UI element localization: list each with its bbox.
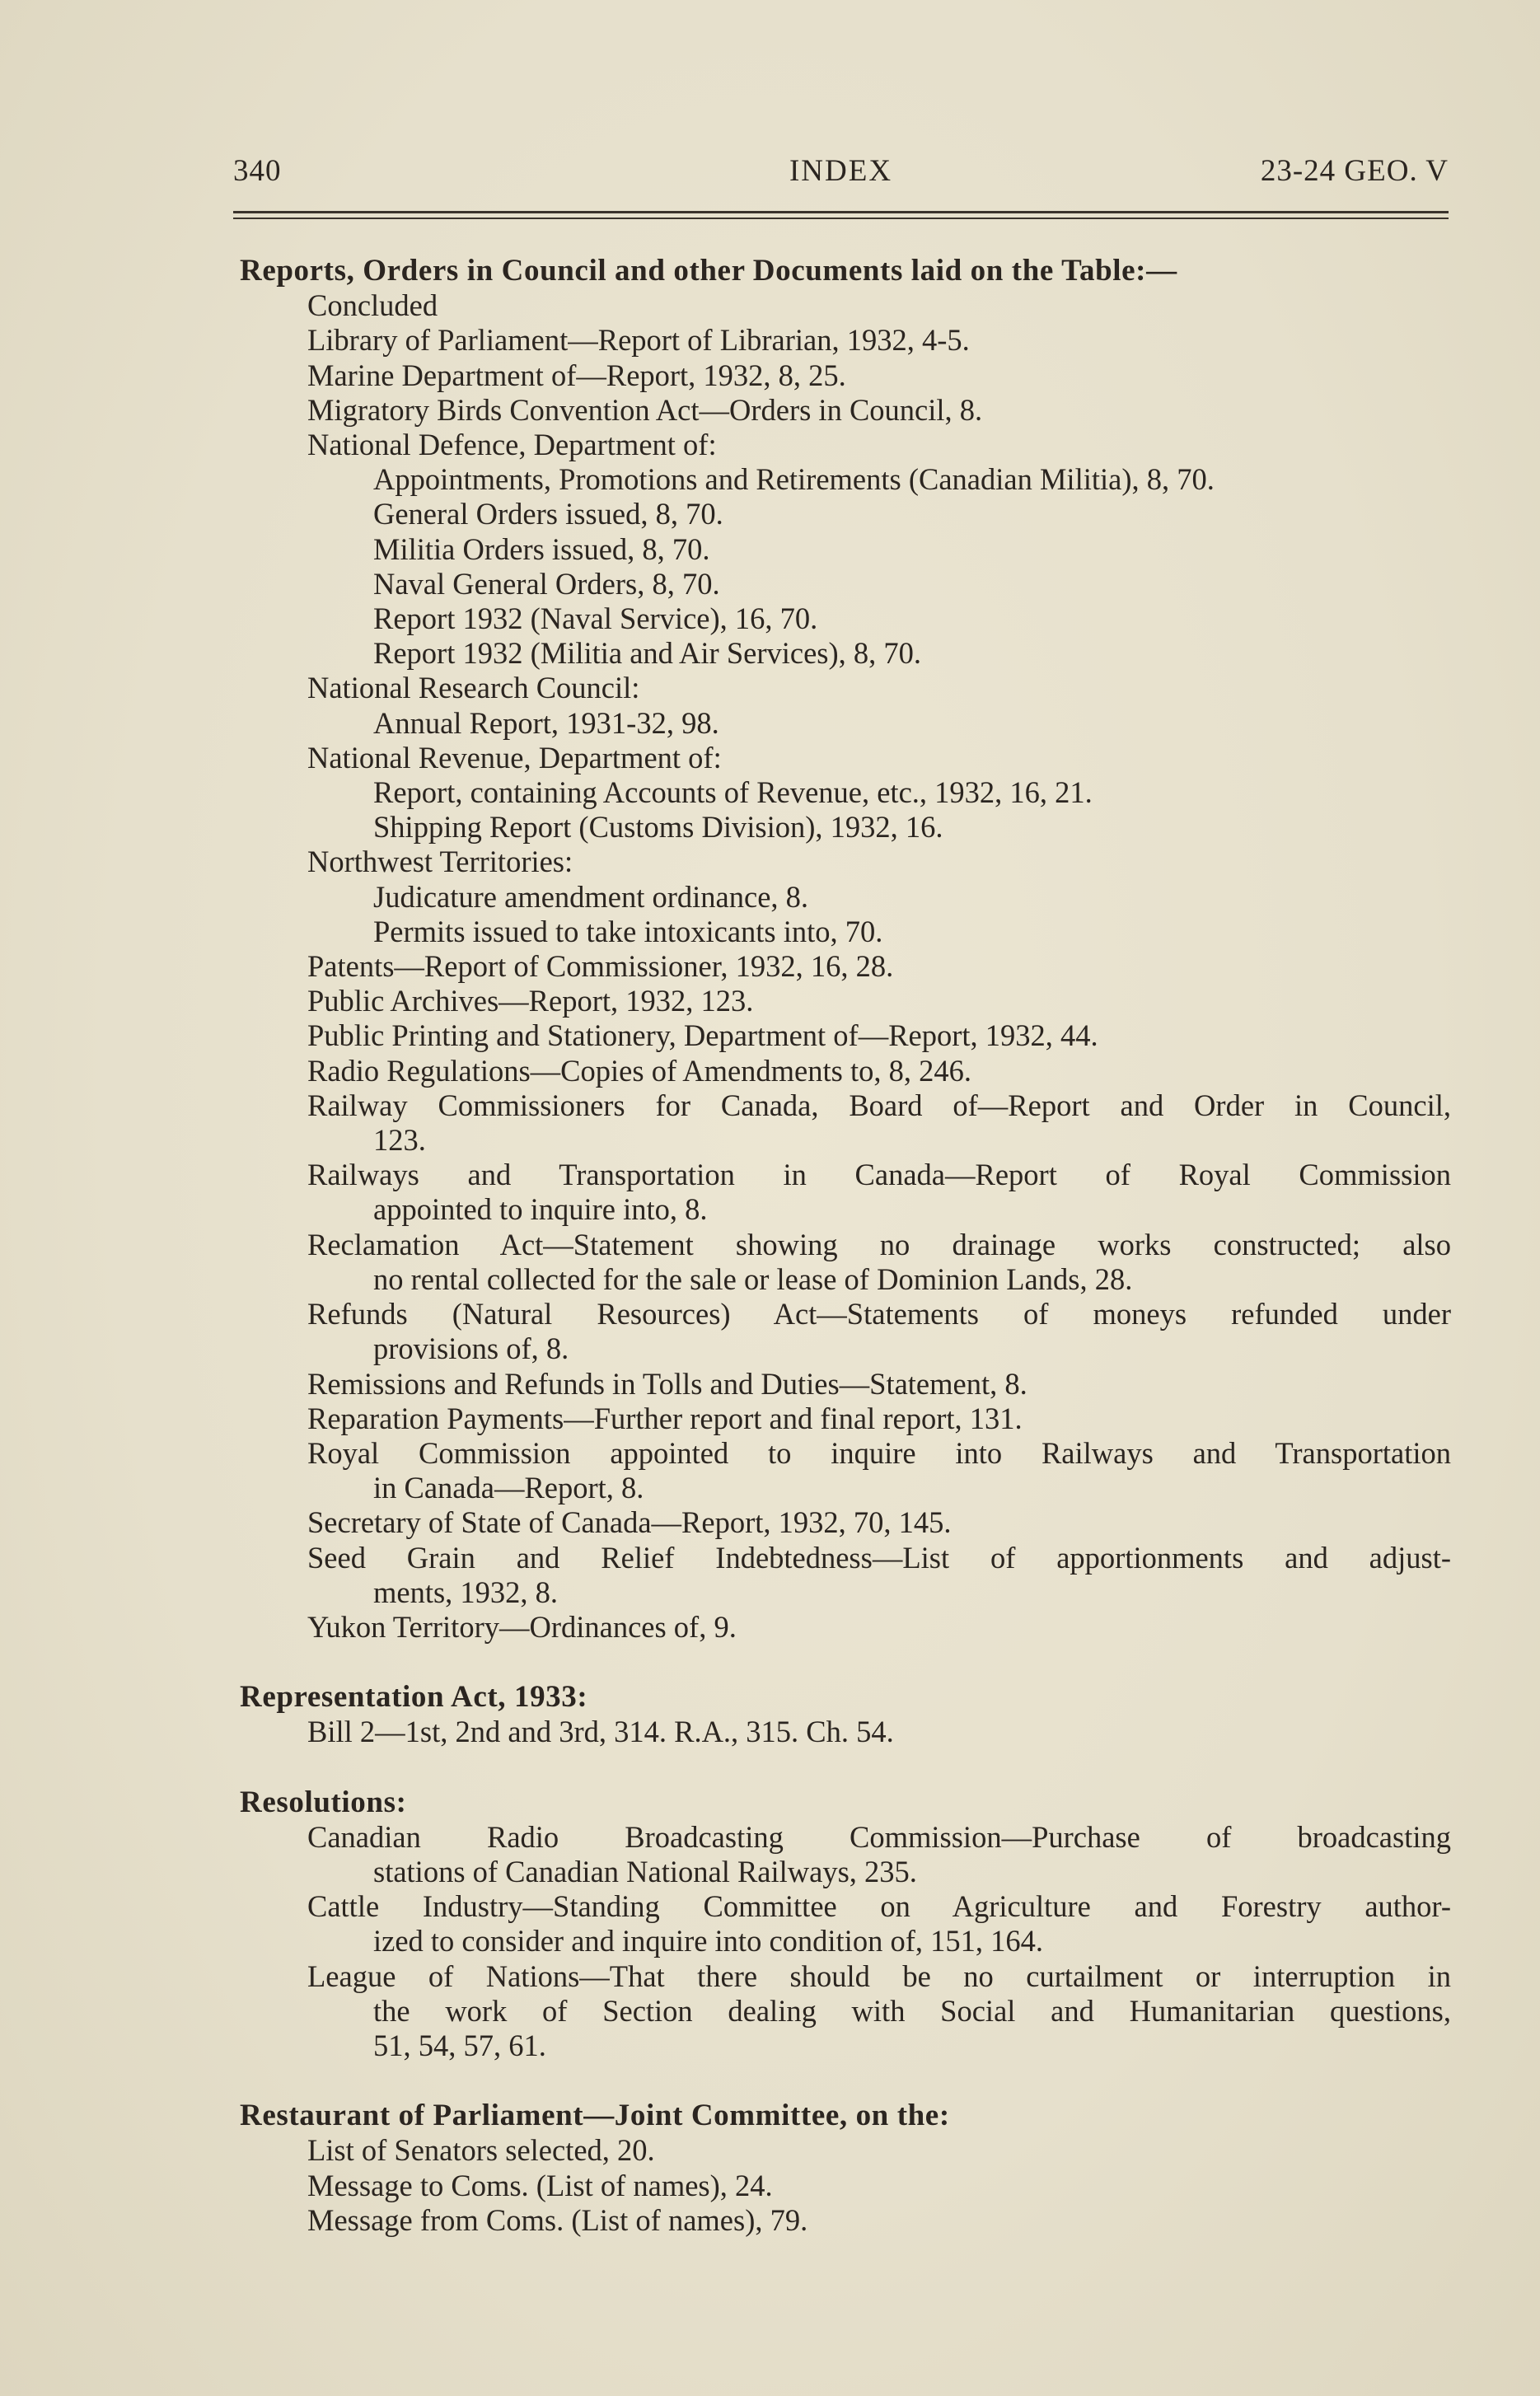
section-heading: Representation Act, 1933: (240, 1680, 588, 1715)
index-section-resolutions (233, 1785, 1451, 2064)
index-entry: Patents—Report of Commissioner, 1932, 16, 28. (307, 949, 894, 984)
index-subentry: Judicature amendment ordinance, 8. (373, 879, 809, 914)
index-entry: National Defence, Department of: (307, 428, 717, 462)
index-entry: Radio Regulations—Copies of Amendments to, 8, 246. (307, 1053, 971, 1088)
index-entry: Railway Commissioners for Canada, Board of—Report and Order in Council, (307, 1088, 1451, 1122)
index-entry: Northwest Territories: (307, 845, 573, 879)
index-entry: Public Archives—Report, 1932, 123. (307, 984, 754, 1018)
index-entry: Migratory Birds Convention Act—Orders in Council, 8. (307, 392, 983, 427)
index-section-reports (233, 254, 1451, 1645)
index-entry: Remissions and Refunds in Tolls and Duties—Statement, 8. (307, 1366, 1027, 1401)
section-spacer (233, 2063, 1451, 2099)
index-entry: Seed Grain and Relief Indebtedness—List of apportionments and adjust- (307, 1540, 1451, 1575)
index-entry-continuation: appointed to inquire into, 8. (373, 1192, 708, 1227)
index-subentry: Report 1932 (Naval Service), 16, 70. (373, 601, 818, 636)
index-entry: Reclamation Act—Statement showing no drainage works constructed; also (307, 1227, 1451, 1261)
index-entry: Marine Department of—Report, 1932, 8, 25. (307, 358, 846, 392)
index-subentry: Permits issued to take intoxicants into, 70. (373, 914, 883, 948)
header-rule-top (233, 211, 1449, 213)
index-subentry: Militia Orders issued, 8, 70. (373, 531, 710, 566)
header-rule-bottom (233, 218, 1449, 219)
index-entry: Railways and Transportation in Canada—Report of Royal Commission (307, 1158, 1451, 1192)
index-subentry: Report 1932 (Militia and Air Services), 8, 70. (373, 636, 922, 671)
index-entry-continuation: no rental collected for the sale or lease of Dominion Lands, 28. (373, 1261, 1133, 1296)
index-entry: Cattle Industry—Standing Committee on Agriculture and Forestry author- (307, 1889, 1451, 1924)
index-entry-continuation: stations of Canadian National Railways, 235. (373, 1854, 917, 1888)
section-spacer (233, 1750, 1451, 1785)
index-entry: Library of Parliament—Report of Librarian, 1932, 4-5. (307, 323, 970, 358)
index-entry-continuation: provisions of, 8. (373, 1331, 569, 1366)
index-subentry: Annual Report, 1931-32, 98. (373, 705, 719, 740)
index-entry: Secretary of State of Canada—Report, 1932, 70, 145. (307, 1505, 952, 1540)
index-entry-continuation: in Canada—Report, 8. (373, 1471, 644, 1505)
index-entry: League of Nations—That there should be no curtailment or interruption in (307, 1958, 1451, 1993)
index-entry-continuation: the work of Section dealing with Social and Humanitarian questions, (373, 1993, 1451, 2028)
index-entry: Message from Coms. (List of names), 79. (307, 2202, 808, 2237)
index-entry: Refunds (Natural Resources) Act—Statements of moneys refunded under (307, 1297, 1451, 1331)
index-subentry: Naval General Orders, 8, 70. (373, 566, 720, 601)
page-title: INDEX (789, 154, 893, 188)
index-subentry: Report, containing Accounts of Revenue, etc., 1932, 16, 21. (373, 775, 1093, 810)
index-entry: Reparation Payments—Further report and final report, 131. (307, 1401, 1023, 1435)
index-entry: National Revenue, Department of: (307, 740, 722, 774)
index-section-representation (233, 1680, 1451, 1749)
index-entry-continuation: 51, 54, 57, 61. (373, 2028, 546, 2062)
index-entry: Message to Coms. (List of names), 24. (307, 2168, 773, 2202)
section-heading: Resolutions: (240, 1785, 407, 1819)
index-entry: Public Printing and Stationery, Department of—Report, 1932, 44. (307, 1018, 1098, 1053)
index-entry: Yukon Territory—Ordinances of, 9. (307, 1609, 737, 1644)
page-number: 340 (233, 154, 282, 188)
index-entry-continuation: ized to consider and inquire into condition of, 151, 164. (373, 1924, 1043, 1958)
running-header (233, 153, 1449, 194)
section-heading: Restaurant of Parliament—Joint Committee, on the: (240, 2099, 950, 2133)
index-entry: National Research Council: (307, 671, 640, 705)
index-entry-continuation: 123. (373, 1123, 426, 1158)
index-subentry: Shipping Report (Customs Division), 1932, 16. (373, 810, 943, 845)
index-entry: Canadian Radio Broadcasting Commission—Purchase of broadcasting (307, 1819, 1451, 1854)
continued-note: Concluded (307, 288, 438, 323)
section-spacer (233, 1645, 1451, 1680)
index-entry-continuation: ments, 1932, 8. (373, 1575, 559, 1609)
section-heading: Reports, Orders in Council and other Documents laid on the Table:— (240, 254, 1177, 288)
index-section-restaurant (233, 2099, 1451, 2238)
index-entry: List of Senators selected, 20. (307, 2133, 655, 2168)
session-label: 23-24 GEO. V (1260, 154, 1449, 188)
index-subentry: Appointments, Promotions and Retirements (Canadian Militia), 8, 70. (373, 462, 1215, 497)
index-entry: Royal Commission appointed to inquire into Railways and Transportation (307, 1435, 1451, 1470)
index-subentry: General Orders issued, 8, 70. (373, 497, 723, 531)
index-entry: Bill 2—1st, 2nd and 3rd, 314. R.A., 315. Ch. 54. (307, 1715, 894, 1749)
index-body (233, 254, 1451, 2238)
